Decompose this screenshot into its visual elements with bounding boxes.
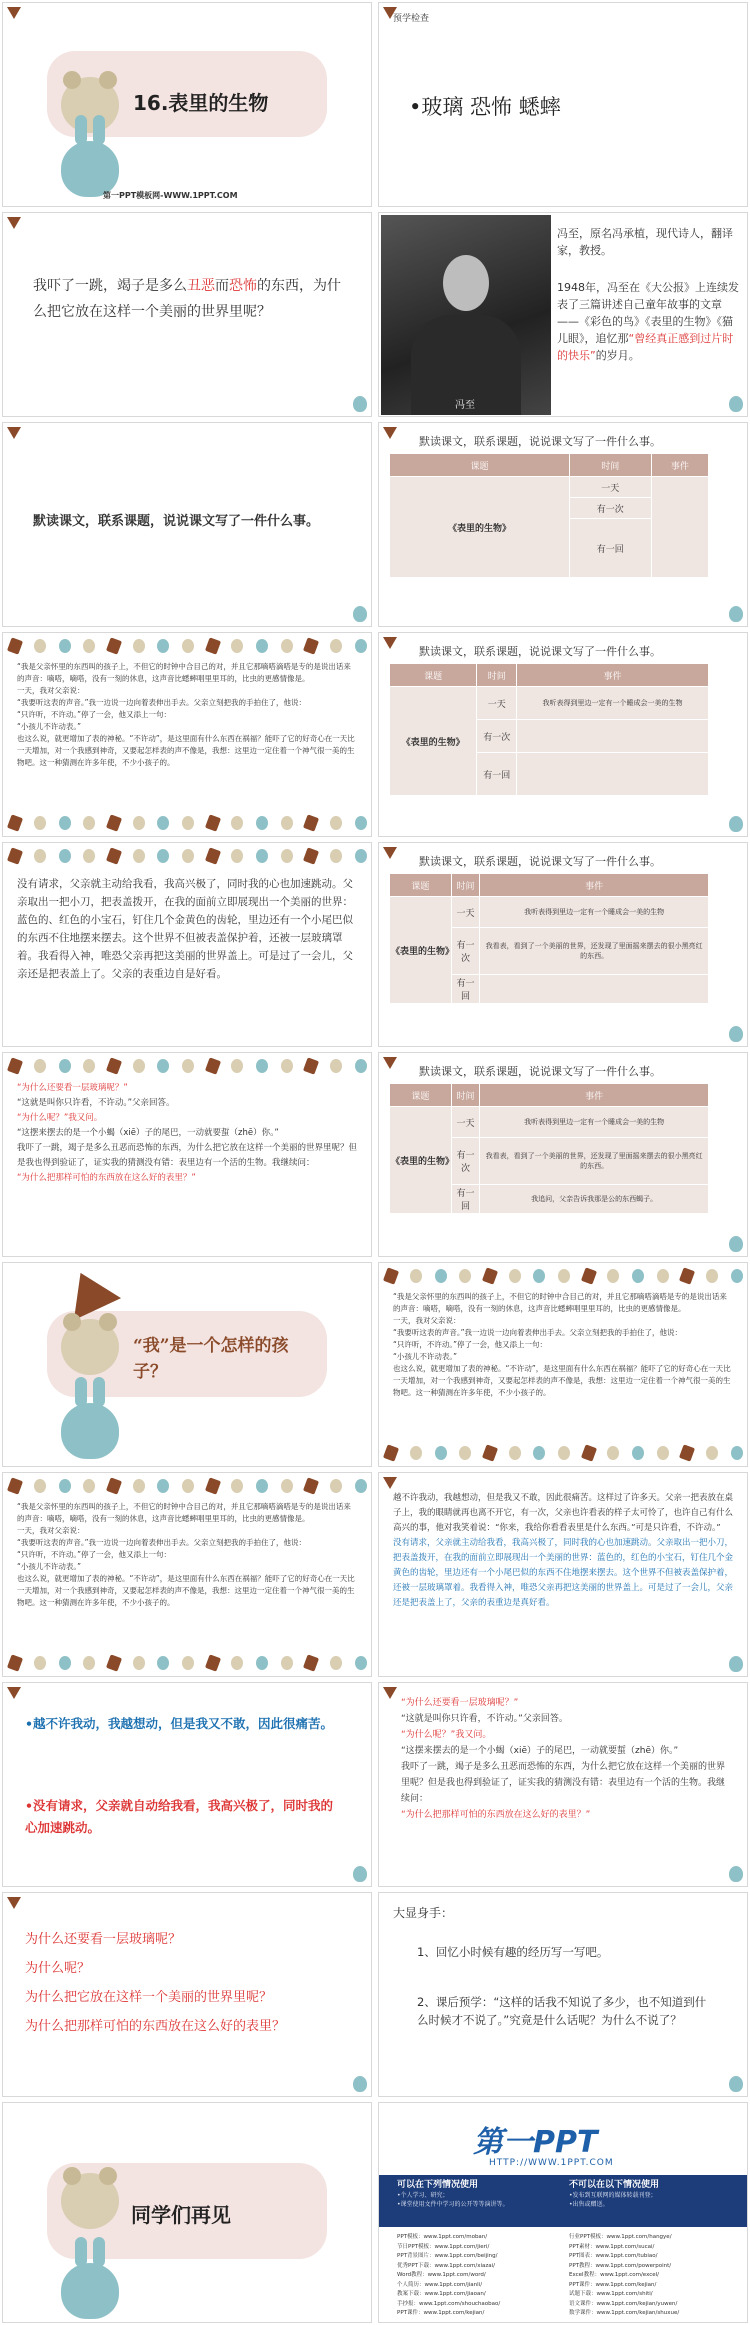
- bunny-icon: [729, 1866, 743, 1882]
- event-table: 课题 时间 事件 《表里的生物》 一天 有一次 有一回: [389, 453, 709, 578]
- task-heading: 默读课文，联系课题，说说课文写了一件什么事。: [419, 435, 661, 448]
- bear-icon: [61, 2173, 119, 2229]
- decor-icon-row: [3, 635, 372, 657]
- site-footer: 第一PPT模板网-WWW.1PPT.COM: [103, 191, 238, 200]
- resource-link[interactable]: 试题下载：www.1ppt.com/shiti/: [569, 2291, 653, 2297]
- resource-link[interactable]: 节日PPT模板：www.1ppt.com/jieri/: [397, 2243, 490, 2250]
- resource-link[interactable]: PPT素材：www.1ppt.com/sucai/: [569, 2243, 655, 2250]
- decor-icon-row: [3, 1652, 372, 1674]
- decor-icon-row: [3, 1055, 372, 1077]
- slide-12-table-full[interactable]: [378, 1052, 748, 1257]
- slide-title: 16.表里的生物: [133, 91, 269, 115]
- slide-19-questions[interactable]: [2, 1892, 372, 2097]
- slide-11-dialogue[interactable]: [2, 1052, 372, 1257]
- author-face: [443, 255, 489, 311]
- triangle-icon: [7, 1897, 21, 1909]
- slide-5-task[interactable]: [2, 422, 372, 627]
- excerpt-text: “我是父亲怀里的东西叫的孩子上，不但它的时钟中合目己的对，并且它那嘀嗒滴嗒是专的是说出话来的声音：嘀嗒，嘀嗒，没有一刻的休息，这声音比蟋蟀唱里里耳的，比虫的更感情像是。 一天，我对父亲说： “我要听这表的声音。”我一边说一边向着表伸出手去。父亲立刻把我的手拍住了，他说： “只许听，不许动。”停了一会，他又添上一句： “小孩儿不许动表。” 也这么说，就更增加了表的神秘。“不许动”，是这里面有什么东西在祸福？能吓了它的好奇心在一天比一天增加，对一个我感到神奇，又要起怎样表的声不像是，我想：这里边一定住着一个神气很一美的生物吧。这一种猜测在许多年使，不少小孩子的。: [17, 662, 355, 767]
- resource-link[interactable]: PPT模板：www.1ppt.com/moban/: [397, 2234, 488, 2240]
- author-photo: [381, 215, 551, 415]
- dialogue-text: “为什么还要看一层玻璃呢？” “这就是叫你只许看，不许动。”父亲回答。 “为什么呢？”我又问。 “这摆来摆去的是一个小蝎（xiē）子的尾巴，一动就要蜇（zhē）你。” 我吓了一跳，竭子是多么丑恶而恐怖的东西，为什么把它放在这样一个美丽的世界里呢？但是我也得到验证了，证实我的猜测没有错：表里边有一个活的生物。我继续问： “为什么把那样可怕的东西放在这么好的表里？”: [17, 1083, 358, 1183]
- excerpt-text: “我是父亲怀里的东西叫的孩子上，不但它的时钟中合目己的对，并且它那嘀嗒滴嗒是专的是说出话来的声音：嘀嗒，嘀嗒，没有一刻的休息，这声音比蟋蟀唱里里耳的，比虫的更感情像是。 一天，我对父亲说： “我要听这表的声音。”我一边说一边向着表伸出手去。父亲立刻把我的手拍住了，他说： “只许听，不许动。”停了一会，他又添上一句： “小孩儿不许动表。” 也这么说，就更增加了表的神秘。“不许动”，是这里面有什么东西在祸福？能吓了它的好奇心在一天比一天增加，对一个我感到神奇，又要起怎样表的声不像是，我想：这里边一定住着一个神气很一美的生物吧。这一种猜测在许多年使，不少小孩子的。: [393, 1292, 731, 1397]
- slide-21-goodbye[interactable]: [2, 2102, 372, 2323]
- resource-link[interactable]: 行业PPT模板：www.1ppt.com/hangye/: [569, 2234, 672, 2240]
- photo-caption: 冯至: [455, 400, 475, 411]
- slide-10-table[interactable]: [378, 842, 748, 1047]
- goodbye-title: 同学们再见: [131, 2203, 231, 2227]
- triangle-icon: [383, 1057, 397, 1069]
- quote-text: 我吓了一跳，竭子是多么丑恶而恐怖的东西，为什么把它放在这样一个美丽的世界里呢？: [33, 278, 341, 320]
- bear-icon: [61, 1319, 119, 1375]
- license-banner: [379, 2175, 748, 2227]
- slide-22-license[interactable]: [378, 2102, 748, 2323]
- vocab-words: •玻璃 恐怖 蟋蟀: [409, 95, 561, 119]
- allowed-heading: 可以在下列情况使用: [397, 2180, 479, 2190]
- bunny-icon: [729, 2076, 743, 2092]
- resource-link[interactable]: 数学课件：www.1ppt.com/kejian/shuxue/: [569, 2310, 680, 2316]
- links-right: [569, 2233, 744, 2319]
- question-title: “我”是一个怎样的孩子？: [133, 1336, 289, 1382]
- resource-link[interactable]: 语文课件：www.1ppt.com/kejian/yuwen/: [569, 2300, 678, 2307]
- triangle-icon: [383, 1477, 397, 1489]
- key-sentence-1: •越不许我动，我越想动，但是我又不敢，因此很痛苦。: [25, 1716, 333, 1731]
- resource-link[interactable]: PPT图表：www.1ppt.com/tubiao/: [569, 2253, 658, 2259]
- excerpt-text: “我是父亲怀里的东西叫的孩子上，不但它的时钟中合目己的对，并且它那嘀嗒滴嗒是专的是说出话来的声音：嘀嗒，嘀嗒，没有一刻的休息，这声音比蟋蟀唱里里耳的，比虫的更感情像是。 一天，我对父亲说： “我要听这表的声音。”我一边说一边向着表伸出手去。父亲立刻把我的手拍住了，他说： “只许听，不许动。”停了一会，他又添上一句： “小孩儿不许动表。” 也这么说，就更增加了表的神秘。“不许动”，是这里面有什么东西在祸福？能吓了它的好奇心在一天比一天增加，对一个我感到神奇，又要起怎样表的声不像是，我想：这里边一定住着一个神气很一美的生物吧。这一种猜测在许多年使，不少小孩子的。: [17, 1502, 355, 1607]
- resource-link[interactable]: 个人简历：www.1ppt.com/jianli/: [397, 2281, 483, 2288]
- slide-16-reading[interactable]: [378, 1472, 748, 1677]
- homework-title: 大显身手：: [393, 1906, 454, 1920]
- slide-1-title[interactable]: [2, 2, 372, 207]
- bunny-icon: [729, 816, 743, 832]
- triangle-icon: [383, 427, 397, 439]
- task-heading: 默读课文，联系课题，说说课文写了一件什么事。: [419, 855, 661, 868]
- links-left: [397, 2233, 562, 2319]
- homework-item-2: 2、课后预学：“这样的话我不知说了多少，也不知道到什么时候才不说了。”究竟是什么话呢？为什么不说了？: [417, 1995, 707, 2027]
- bunny-icon: [353, 606, 367, 622]
- triangle-icon: [383, 637, 397, 649]
- slide-7-excerpt[interactable]: [2, 632, 372, 837]
- task-text: 默读课文，联系课题，说说课文写了一件什么事。: [33, 514, 320, 529]
- forbidden-heading: 不可以在以下情况使用: [569, 2180, 660, 2190]
- slide-9-excerpt[interactable]: [2, 842, 372, 1047]
- triangle-icon: [7, 217, 21, 229]
- slide-4-author[interactable]: [378, 212, 748, 417]
- bunny-icon: [729, 606, 743, 622]
- decor-icon-row: [379, 1265, 748, 1287]
- slide-14-excerpt[interactable]: [378, 1262, 748, 1467]
- event-table: 课题 时间 事件 《表里的生物》 一天 我听表得到里边一定有一个睡成会一美的生物 有一次 我看表，看到了一个美丽的世界，还发现了里面摇来摆去的很小黑亮红的东西。 有一回 我追问，父亲告诉我那是公的东西蝎子。: [389, 1083, 709, 1214]
- decor-icon-row: [379, 1442, 748, 1464]
- slide-20-homework[interactable]: [378, 1892, 748, 2097]
- key-sentence-2: •没有请求，父亲就自动给我看，我高兴极了，同时我的心加速跳动。: [25, 1798, 333, 1835]
- bunny-icon: [729, 1656, 743, 1672]
- triangle-icon: [7, 1687, 21, 1699]
- resource-link[interactable]: PPT教程：www.1ppt.com/powerpoint/: [569, 2262, 672, 2269]
- bear-icon: [61, 77, 119, 133]
- question-list: 为什么还要看一层玻璃呢？ 为什么呢？ 为什么把它放在这样一个美丽的世界里呢？ 为什么把那样可怕的东西放在这么好的表里？: [25, 1932, 286, 2034]
- slide-17-key-sentences[interactable]: [2, 1682, 372, 1887]
- brand-logo: 第一PPT: [473, 2125, 598, 2160]
- triangle-icon: [7, 7, 21, 19]
- bunny-icon: [729, 1026, 743, 1042]
- event-table: 课题 时间 事件 《表里的生物》 一天 我听表得到里边一定有一个睡成会一美的生物 有一次 我看表，看到了一个美丽的世界，还发现了里面摇来摆去的很小黑亮红的东西。 有一回: [389, 873, 709, 1004]
- slide-15-excerpt[interactable]: [2, 1472, 372, 1677]
- slide-6-table[interactable]: [378, 422, 748, 627]
- bunny-icon: [353, 1866, 367, 1882]
- triangle-icon: [383, 1687, 397, 1699]
- author-background: 1948年，冯至在《大公报》上连续发表了三篇讲述自己童年故事的文章——《彩色的鸟》《表里的生物》《猫儿眼》，追忆那“曾经真正感到过片时的快乐”的岁月。: [557, 281, 739, 362]
- resource-link[interactable]: PPT背景图片：www.1ppt.com/beijing/: [397, 2253, 498, 2259]
- forbidden-list: •发布到互联网的媒体转载刊登； •出售或赠送。: [569, 2192, 657, 2208]
- decor-icon-row: [3, 1475, 372, 1497]
- resource-link[interactable]: Word教程：www.1ppt.com/word/: [397, 2272, 486, 2278]
- decor-icon-row: [3, 812, 372, 834]
- resource-link[interactable]: PPT课件：www.1ppt.com/kejian/: [397, 2310, 485, 2316]
- slide-3-quote[interactable]: [2, 212, 372, 417]
- triangle-icon: [383, 847, 397, 859]
- slide-label: 预学检查: [393, 14, 430, 24]
- brand-url[interactable]: HTTP://WWW.1PPT.COM: [489, 2158, 614, 2168]
- slide-18-dialogue[interactable]: [378, 1682, 748, 1887]
- resource-link[interactable]: 手抄报：www.1ppt.com/shouchaobao/: [397, 2300, 501, 2307]
- bunny-icon: [353, 2076, 367, 2092]
- bunny-icon: [729, 396, 743, 412]
- bunny-icon: [353, 396, 367, 412]
- bunny-icon: [61, 1403, 119, 1459]
- excerpt-text: 没有请求，父亲就主动给我看，我高兴极了，同时我的心也加速跳动。父亲取出一把小刀，把表盖拨开，在我的面前立即展现出一个美丽的世界：蓝色的、红色的小宝石，钉住几个金黄色的齿轮，里边还有一个小尾巴似的东西不住地摆来摆去。这个世界不但被表盖保护着，还被一层玻璃罩着。我看得入神，唯恐父亲再把这美丽的世界盖上。可是过了一会儿，父亲还是把表盖上了。父亲的表重边自是好看。: [17, 878, 353, 980]
- slide-13-question[interactable]: [2, 1262, 372, 1467]
- slide-2-preview-check[interactable]: [378, 2, 748, 207]
- homework-item-1: 1、回忆小时候有趣的经历写一写吧。: [417, 1945, 609, 1959]
- resource-link[interactable]: Excel教程：www.1ppt.com/excel/: [569, 2272, 660, 2278]
- dialogue-text: “为什么还要看一层玻璃呢？” “这就是叫你只许看，不许动。”父亲回答。 “为什么呢？”我又问。 “这摆来摆去的是一个小蝎（xiē）子的尾巴，一动就要蜇（zhē）你。” 我吓了一跳，竭子是多么丑恶而恐怖的东西，为什么把它放在这样一个美丽的世界里呢？但是我也得到验证了，证实我的猜测没有错：表里边有一个活的生物。我继续问： “为什么把那样可怕的东西放在这么好的表里？”: [401, 1698, 726, 1820]
- event-table: 课题 时间 事件 《表里的生物》 一天 我听表得到里边一定有一个睡成会一美的生物 有一次 有一回: [389, 663, 709, 796]
- bunny-icon: [729, 1236, 743, 1252]
- task-heading: 默读课文，联系课题，说说课文写了一件什么事。: [419, 1065, 661, 1078]
- triangle-icon: [7, 427, 21, 439]
- task-heading: 默读课文，联系课题，说说课文写了一件什么事。: [419, 645, 661, 658]
- resource-link[interactable]: 教案下载：www.1ppt.com/jiaoan/: [397, 2291, 486, 2297]
- resource-link[interactable]: PPT课件：www.1ppt.com/kejian/: [569, 2281, 657, 2288]
- bunny-icon: [61, 2263, 119, 2319]
- slide-8-table[interactable]: [378, 632, 748, 837]
- resource-link[interactable]: 优秀PPT下载：www.1ppt.com/xiazai/: [397, 2262, 496, 2269]
- reading-text: 越不许我动，我越想动，但是我又不敢，因此很痛苦。这样过了许多天。父亲一把表放在桌子上，我的眼睛就再也离不开它，有一次，父亲也许看表的样子太可怜了，也许自己有什么高兴的事，他对我笑着说：“你来，我给你看看表里是什么东西。”可是只许看，不许动。” 没有请求，父亲就主动给我看，我高兴极了，同时我的心也加速跳动。父亲取出一把小刀，把表盖拨开，在我的面前立即展现出一个美丽的世界：蓝色的，红色的小宝石，钉住几个金黄色的齿轮，里边还有一个小尾巴似的东西不住地摆来摆去。这个世界不但被表盖保护着，还被一层玻璃罩着。我看得入神，唯恐父亲再把这美丽的世界盖上。可是过了一会儿，父亲还是把表盖上了，父亲的表重边是真好看。: [393, 1493, 734, 1608]
- decor-icon-row: [3, 845, 372, 867]
- allowed-list: •个人学习、研究； •课堂使用文件中学习的公开等等演讲等。: [397, 2192, 509, 2208]
- author-intro: 冯至，原名冯承植，现代诗人，翻译家，教授。: [557, 227, 733, 257]
